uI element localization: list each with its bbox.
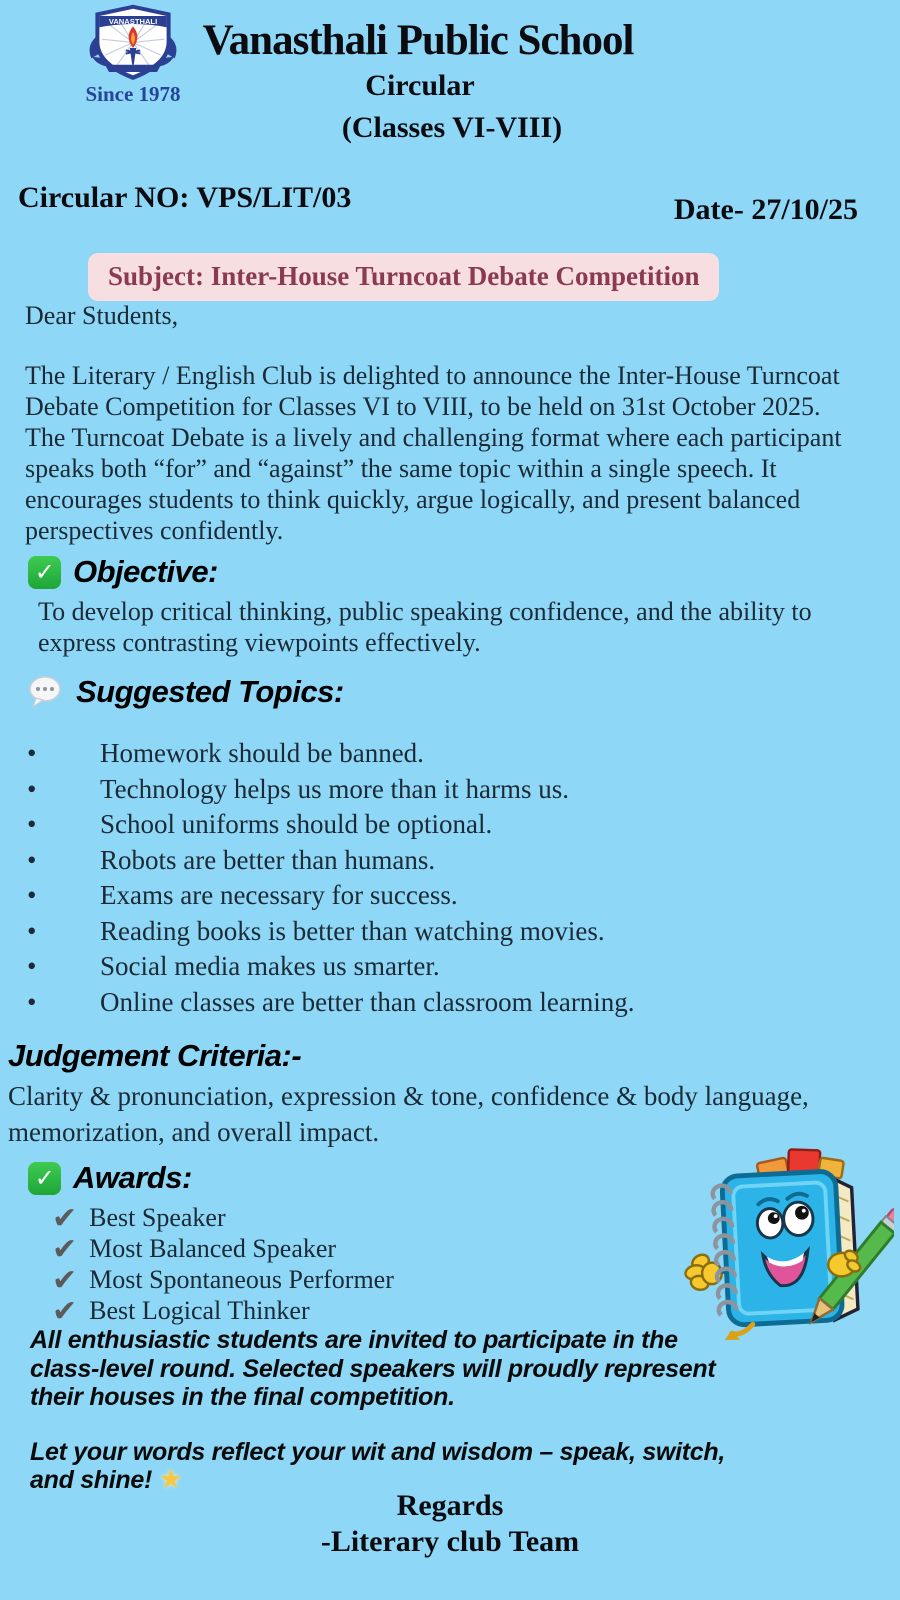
participation-invite-text: All enthusiastic students are invited to participate in the class-level round. Selected speakers will proudly represent their houses in the final competition. xyxy=(30,1326,716,1411)
topic-item: • Reading books is better than watching movies. xyxy=(27,914,900,950)
school-crest-icon xyxy=(81,4,185,84)
school-name-title: Vanasthali Public School xyxy=(202,17,634,64)
school-logo xyxy=(74,4,192,107)
topic-item: • Homework should be banned. xyxy=(27,736,900,772)
team-signature: -Literary club Team xyxy=(320,1524,580,1558)
topic-item: • Social media makes us smarter. xyxy=(27,949,900,985)
announcement-paragraph: The Literary / English Club is delighted to announce the Inter-House Turncoat Debate Competition for Classes VI to VIII, to be held on 31st October 2025. xyxy=(25,361,840,421)
circular-date: Date- 27/10/25 xyxy=(673,193,858,226)
logo-since-text: Since 1978 xyxy=(85,82,181,106)
objective-text: To develop critical thinking, public speaking confidence, and the ability to express contrasting viewpoints effectively. xyxy=(38,597,812,657)
topic-item: • Robots are better than humans. xyxy=(27,843,900,879)
topic-item: • School uniforms should be optional. xyxy=(27,807,900,843)
circular-number: Circular NO: VPS/LIT/03 xyxy=(18,181,352,214)
topic-item: • Online classes are better than classroom learning. xyxy=(27,985,900,1021)
judgement-criteria-text: Clarity & pronunciation, expression & tone, confidence & body language, memorization, and overall impact. xyxy=(8,1081,809,1147)
judgement-heading xyxy=(8,1038,900,1074)
award-item-label: Best Speaker xyxy=(89,1203,226,1232)
objective-heading-label: Objective: xyxy=(73,554,218,589)
document-type-title: Circular xyxy=(365,69,475,102)
heavy-check-mark-icon: ✔ xyxy=(52,1293,78,1329)
award-item-label: Most Spontaneous Performer xyxy=(89,1265,394,1294)
regards-text: Regards xyxy=(396,1488,504,1522)
objective-heading xyxy=(28,554,900,590)
closing-motto-label: Let your words reflect your wit and wisdom – speak, switch, and shine! xyxy=(30,1437,725,1494)
topic-item: • Exams are necessary for success. xyxy=(27,878,900,914)
check-mark-button-icon: ✓ xyxy=(28,556,61,589)
logo-text: VANASTHALI xyxy=(108,17,158,26)
speech-balloon-icon xyxy=(28,676,64,709)
check-mark-button-icon: ✓ xyxy=(28,1162,61,1195)
closing-motto-text xyxy=(30,1438,740,1495)
heavy-check-mark-icon: ✔ xyxy=(52,1200,78,1236)
notebook-mascot-illustration xyxy=(678,1148,894,1345)
topics-heading xyxy=(28,674,900,710)
classes-subtitle: (Classes VI-VIII) xyxy=(341,111,563,144)
glowing-star-icon: ★ xyxy=(158,1464,183,1495)
notebook-character-icon xyxy=(678,1148,894,1340)
signoff xyxy=(0,1489,900,1559)
award-item-label: Most Balanced Speaker xyxy=(89,1234,337,1263)
topic-item: • Technology helps us more than it harms us. xyxy=(27,772,900,808)
heavy-check-mark-icon: ✔ xyxy=(52,1262,78,1298)
heavy-check-mark-icon: ✔ xyxy=(52,1231,78,1267)
format-description-paragraph: The Turncoat Debate is a lively and challenging format where each participant speaks both “for” and “against” the same topic within a single speech. It encourages students to think quickly, argue logically, and present balanced perspectives confidently. xyxy=(25,423,842,545)
meta-row xyxy=(0,181,900,227)
award-item-label: Best Logical Thinker xyxy=(89,1296,310,1325)
topics-heading-label: Suggested Topics: xyxy=(76,674,344,709)
subject-banner: Subject: Inter-House Turncoat Debate Competition xyxy=(88,253,719,301)
awards-heading-label: Awards: xyxy=(73,1160,192,1195)
judgement-heading-label: Judgement Criteria:- xyxy=(8,1038,302,1073)
topics-list xyxy=(0,736,900,1020)
salutation: Dear Students, xyxy=(25,301,179,330)
